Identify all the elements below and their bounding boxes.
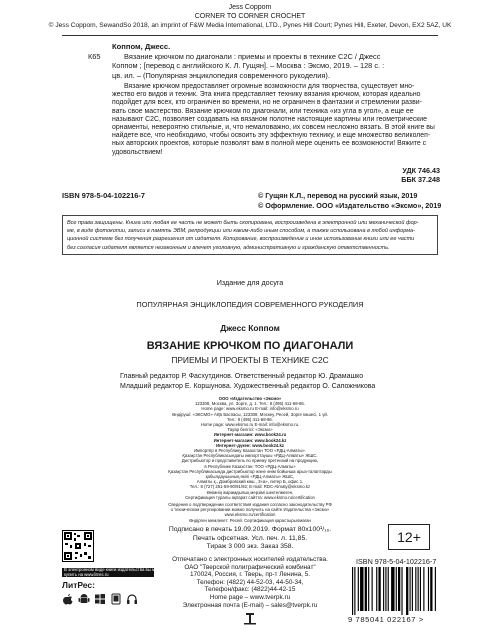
barcode-bar (401, 567, 402, 615)
publisher-line: Өнімнің жарамдылық мерзімі шектелмеген. (206, 489, 294, 495)
publisher-info (150, 396, 350, 523)
barcode-bar (418, 567, 419, 611)
publisher-line: Home page: www.eksmo.ru E-mail: info@eksmo.ru (201, 406, 299, 412)
publisher-line: қабылдаушының өкілі «РДЦ-Алматы» ЖШС, (205, 474, 295, 480)
print-line: Тираж 3 000 экз. Заказ 358. (206, 543, 294, 550)
litres-line: купить на www.litres.ru (64, 571, 109, 577)
publisher-line: Тел.: 8 (727) 251-59-90/91/92; E-mail: RDC-Almaty@eksmo.kz (189, 484, 311, 490)
printer-line: Телефон/факс: (4822)44-42-15 (204, 586, 296, 594)
publisher-line: Дистрибьютор и представитель по приему претензий на продукцию, (181, 458, 319, 464)
qr-code (62, 530, 94, 562)
bib-line: Коппом ; [перевод с английского К. Л. Гущян]. – Москва : Эксмо, 2019. – 128 с. : (112, 61, 385, 71)
print-line: Подписано в печать 19.09.2019. Формат 80x100¹/₁₆. (168, 526, 332, 533)
barcode-bar (398, 567, 400, 611)
age-rating: 12+ (397, 529, 421, 545)
print-info (150, 526, 350, 552)
original-title: CORNER TO CORNER CROCHET (194, 13, 306, 20)
printer-info (150, 556, 350, 609)
classification-codes (360, 166, 440, 184)
publisher-line: Интернет-магазин: www.book24.ru (213, 432, 287, 438)
publisher-line: Өндіруші: «ЭКСМО» АҚБ Баспасы, 123308, Мәскеу, Ресей, Зорге көшесі, 1 үй. (172, 411, 328, 417)
publisher-line: Интернет-дүкен: www.book24.kz (216, 442, 284, 448)
udk-code: УДК 746.43 (402, 166, 440, 175)
barcode-bar (368, 567, 369, 611)
abstract-line: жество его видов и техник. Эта книга представляет технику вязания крючком, которая идеально (112, 91, 421, 99)
barcode-bar (415, 567, 416, 611)
bib-line: цв. ил. – (Популярная энциклопедия современного рукоделия). (112, 70, 330, 80)
abstract-line: называют C2C, позволяет создавать на вязаном полотне настоящие картины или геометрические (112, 115, 427, 123)
publisher-line: Сертификация туралы ақпарат сайтта: www.eksmo.ru/certification (185, 494, 315, 500)
abstract-line: вать свое мастерство. Вязание крючком по диагонали, или техника «из угла в угол», а еще ее (112, 107, 414, 115)
printer-line: Отпечатано с электронных носителей издательства. (172, 556, 328, 563)
ereader-icon (110, 593, 122, 605)
barcode-bar (423, 567, 424, 611)
printer-logo-icon (240, 611, 260, 625)
publisher-line: www.eksmo.ru/certification (224, 512, 276, 518)
credit-translation: © Гущян К.Л., перевод на русский язык, 2019 (258, 191, 418, 200)
barcode-bar (406, 567, 408, 615)
barcode-image (350, 567, 438, 615)
edition-purpose: Издание для досуга (216, 278, 284, 287)
windows-icon (94, 593, 106, 605)
credits (258, 191, 441, 210)
editors (120, 372, 375, 391)
barcode-bar (360, 567, 363, 611)
rights-line: ционной системе без получения разрешения от издателя. Копирование, воспроизведение и иное использование книги или ее части (67, 236, 415, 243)
barcode (350, 567, 438, 615)
publisher-line: Қазақстан Республикасында дистрибьютор және өнім бойынша арыз-талаптарды (168, 468, 332, 474)
credit-design: © Оформление. ООО «Издательство «Эксмо», 2019 (258, 200, 442, 210)
abstract-line: подойдет для всех, кто ограничен во времени, но не ограничен в фантазии и стремлении разви- (112, 99, 422, 107)
rights-line: ме, в виде фотокопии, записи в память ЭВМ, репродукции или каким-либо иным способом, а также использована в любой информа- (67, 228, 415, 235)
printer-line: Телефон: (4822) 44-52-03, 44-50-34, (196, 578, 304, 586)
store-icons (62, 593, 154, 605)
print-line: Печать офсетная. Усл. печ. л. 11,85. (192, 534, 308, 542)
abstract-line: орнаменты, невероятно стильные, и, что немаловажно, их совсем несложно вязать. В этой книге вы (112, 124, 435, 132)
printer-logo (240, 611, 260, 625)
barcode-bar (358, 567, 359, 611)
barcode-bar (396, 567, 397, 611)
barcode-digits: 9 785041 022167 > (348, 615, 424, 624)
abstract-line: найдете все, что необходимо, чтобы освоить эту эффектную технику, и еще множество великолеп- (112, 132, 431, 140)
bbk-code: ББК 37.248 (401, 175, 440, 184)
barcode-bar (435, 567, 436, 611)
barcode-bar (376, 567, 377, 611)
barcode-bar (354, 567, 355, 615)
printer-line: Home page – www.tverpk.ru (209, 593, 291, 601)
catalog-author-heading: Коппом, Джесс. (112, 42, 171, 51)
android-icon (78, 593, 90, 605)
publisher-line: о техническом регулировании можно получить на сайте Издательства «Эксмо» (170, 507, 330, 513)
barcode-bar (410, 567, 411, 611)
publisher-line: Интернет-магазин: www.book24.kz (213, 437, 287, 443)
publisher-line: Өндірген мемлекет: Ресей. Сертификация қарастырылмаған (189, 517, 311, 523)
series-name: ПОПУЛЯРНАЯ ЭНЦИКЛОПЕДИЯ СОВРЕМЕННОГО РУКОДЕЛИЯ (136, 300, 364, 309)
rights-line: Все права защищены. Книга или любая ее часть не может быть скопирована, воспроизведена в электронной или механической фор- (67, 220, 419, 226)
printer-line: Электронная почта (E-mail) – sales@tverpk.ru (182, 601, 318, 609)
printer-line: ОАО "Тверской полиграфический комбинат" (184, 563, 316, 571)
editors-line: Младший редактор Е. Коршунова. Художественный редактор О. Сапожникова (120, 382, 376, 390)
publisher-line: Алматы қ., Домбровский көш., 3«а», литер Б, офис 1. (196, 479, 304, 485)
printer-line: 170024, Россия, г. Тверь, пр-т Ленина, 5. (189, 571, 311, 579)
barcode-bar (391, 567, 394, 611)
book-subtitle: ПРИЕМЫ И ПРОЕКТЫ В ТЕХНИКЕ C2C (171, 355, 329, 365)
barcode-bar (420, 567, 421, 611)
book-title: ВЯЗАНИЕ КРЮЧКОМ ПО ДИАГОНАЛИ (146, 340, 354, 352)
publisher-line: Қазақстан Республикасындағы импорттаушы «РДЦ-Алматы» ЖШС. (182, 453, 318, 459)
original-author: Jess Coppom (228, 4, 272, 11)
barcode-bar (412, 567, 413, 611)
book-author: Джесс Коппом (220, 323, 280, 333)
litres-line: В электронном виде книги издательства вы можете (64, 567, 167, 572)
publisher-line: ООО «Издательство «Эксмо» (218, 396, 282, 401)
catalog-code: К65 (88, 52, 101, 61)
barcode-bar (385, 567, 386, 611)
litres-banner (62, 567, 167, 577)
age-rating-badge (388, 524, 430, 550)
divider-top (62, 35, 438, 36)
headphones-icon (126, 593, 138, 605)
barcode-bar (365, 567, 367, 611)
publisher-line: Home page: www.eksmo.ru E-mail: info@eksmo.ru. (200, 422, 300, 428)
abstract-line: ных авторских проектов, которые позволят вам в полной мере оценить ее возможности! Вяжите с (112, 140, 427, 148)
barcode-bar (352, 567, 353, 615)
barcode-bar (378, 567, 380, 611)
barcode-bar (372, 567, 373, 611)
book-abstract (112, 83, 442, 157)
editors-line: Главный редактор Р. Фасхутдинов. Ответственный редактор Ю. Драмашко (120, 373, 364, 380)
bib-line: Вязание крючком по диагонали : приемы и проекты в технике C2C / Джесс (124, 52, 381, 61)
original-copyright: © Jess Coppom, SewandSo 2018, an imprint of F&W Media International, LTD., Pynes Hill Court; Pynes Hill, Exeter, Devon, EX2 5AZ, UK (48, 22, 452, 29)
isbn-top: ISBN 978-5-04-102216-7 (62, 191, 145, 200)
litres-logo: ЛитРес: (62, 580, 95, 590)
publisher-line: в Республике Казахстан: ТОО «РДЦ-Алматы» (204, 463, 296, 469)
publisher-line: Импортёр в Республику Казахстан ТОО «РДЦ-Алматы». (193, 448, 307, 454)
barcode-bar (428, 567, 429, 611)
abstract-line: удовольствием! (112, 148, 163, 156)
qr-code-image (63, 531, 93, 561)
isbn-bottom: ISBN 978-5-04-102216-7 (356, 557, 437, 566)
abstract-line: Вязание крючком предоставляет огромные возможности для творчества, существует мно- (124, 83, 415, 90)
barcode-bar (430, 567, 432, 611)
publisher-line: Тауар белгісі: «Эксмо» (227, 427, 273, 433)
publisher-line: 123308, Москва, ул. Зорге, д. 1. Тел.: 8 (495) 411-68-86. (194, 401, 306, 407)
bibliographic-record (112, 52, 442, 80)
barcode-bar (388, 567, 389, 611)
publisher-line: Сведения о подтверждении соответствия издания согласно законодательству РФ (168, 502, 332, 508)
apple-icon (62, 593, 74, 605)
publisher-line: Тел.: 8 (495) 411-68-86. (227, 416, 273, 422)
rights-line: без согласия издателя является незаконным и влечет уголовную, административную и гражданскую ответственность. (67, 244, 390, 251)
rights-notice (62, 215, 438, 255)
barcode-bar (383, 567, 384, 611)
